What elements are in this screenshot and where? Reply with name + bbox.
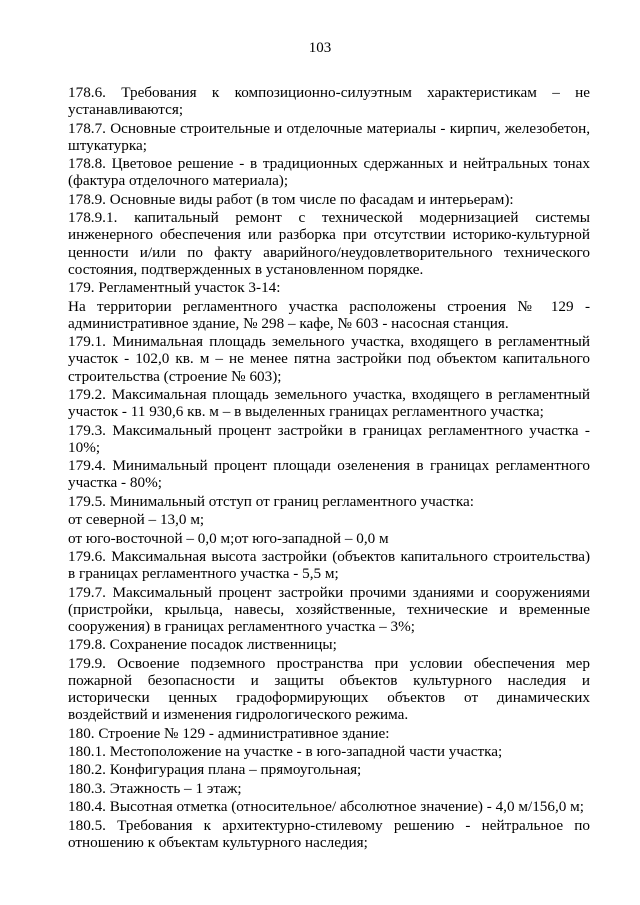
paragraph-179-8: 179.8. Сохранение посадок лиственницы; bbox=[68, 636, 337, 654]
paragraph-180-heading: 180. Строение № 129 - административное здание: bbox=[68, 724, 390, 742]
document-body bbox=[68, 84, 590, 852]
page-number: 103 bbox=[308, 40, 332, 56]
paragraph-180-3: 180.3. Этажность – 1 этаж; bbox=[68, 779, 242, 797]
paragraph-179-7: 179.7. Максимальный процент застройки прочими зданиями и сооружениями (пристройки, крыльца, навесы, хозяйственные, технические и временные сооружения) в границах регламентного участка – 3%; bbox=[68, 583, 590, 635]
paragraph-180-1: 180.1. Местоположение на участке - в юго-западной части участка; bbox=[68, 743, 503, 761]
paragraph-179-4: 179.4. Минимальный процент площади озеленения в границах регламентного участка - 80%; bbox=[68, 457, 590, 492]
paragraph-180-4: 180.4. Высотная отметка (относительное/ абсолютное значение) - 4,0 м/156,0 м; bbox=[68, 798, 584, 816]
paragraph-180-2: 180.2. Конфигурация плана – прямоугольная; bbox=[68, 761, 362, 779]
paragraph-178-9: 178.9. Основные виды работ (в том числе по фасадам и интерьерам): bbox=[68, 190, 514, 208]
paragraph-179-6: 179.6. Максимальная высота застройки (объектов капитального строительства) в границах регламентного участка - 5,5 м; bbox=[68, 547, 590, 583]
paragraph-179-buildings: На территории регламентного участка расположены строения № 129 - административное здание, № 298 – кафе, № 603 - насосная станция. bbox=[68, 297, 590, 332]
paragraph-179-3: 179.3. Максимальный процент застройки в границах регламентного участка - 10%; bbox=[68, 421, 590, 456]
paragraph-179-2: 179.2. Максимальная площадь земельного участка, входящего в регламентный участок - 11 930,6 кв. м – в выделенных границах регламентного участка; bbox=[68, 385, 590, 421]
setback-southeast-southwest: от юго-восточной – 0,0 м;от юго-западной – 0,0 м bbox=[68, 529, 389, 547]
paragraph-178-6: 178.6. Требования к композиционно-силуэтным характеристикам – не устанавливаются; bbox=[68, 84, 590, 119]
paragraph-179-5: 179.5. Минимальный отступ от границ регламентного участка: bbox=[68, 492, 474, 510]
paragraph-179-9: 179.9. Освоение подземного пространства при условии обеспечения мер пожарной безопасности и защиты объектов культурного наследия и исторически ценных градоформирующих объектов от динамических воздействий и изменения гидрологического режима. bbox=[68, 654, 590, 724]
paragraph-179-1: 179.1. Минимальная площадь земельного участка, входящего в регламентный участок - 102,0 кв. м – не менее пятна застройки под объектом капитального строительства (строение № 603); bbox=[68, 333, 590, 385]
paragraph-178-7: 178.7. Основные строительные и отделочные материалы - кирпич, железобетон, штукатурка; bbox=[68, 119, 590, 154]
setback-north: от северной – 13,0 м; bbox=[68, 511, 205, 529]
paragraph-178-8: 178.8. Цветовое решение - в традиционных сдержанных и нейтральных тонах (фактура отделочного материала); bbox=[68, 155, 590, 190]
paragraph-180-5: 180.5. Требования к архитектурно-стилевому решению - нейтральное по отношению к объектам культурного наследия; bbox=[68, 816, 590, 851]
paragraph-179-heading: 179. Регламентный участок 3-14: bbox=[68, 279, 281, 297]
paragraph-178-9-1: 178.9.1. капитальный ремонт с технической модернизацией системы инженерного обеспечения или разборка при отсутствии историко-культурной ценности и/или по факту аварийного/неудовлетворительного технического состояния, подтвержденных в установленном порядке. bbox=[68, 209, 590, 278]
